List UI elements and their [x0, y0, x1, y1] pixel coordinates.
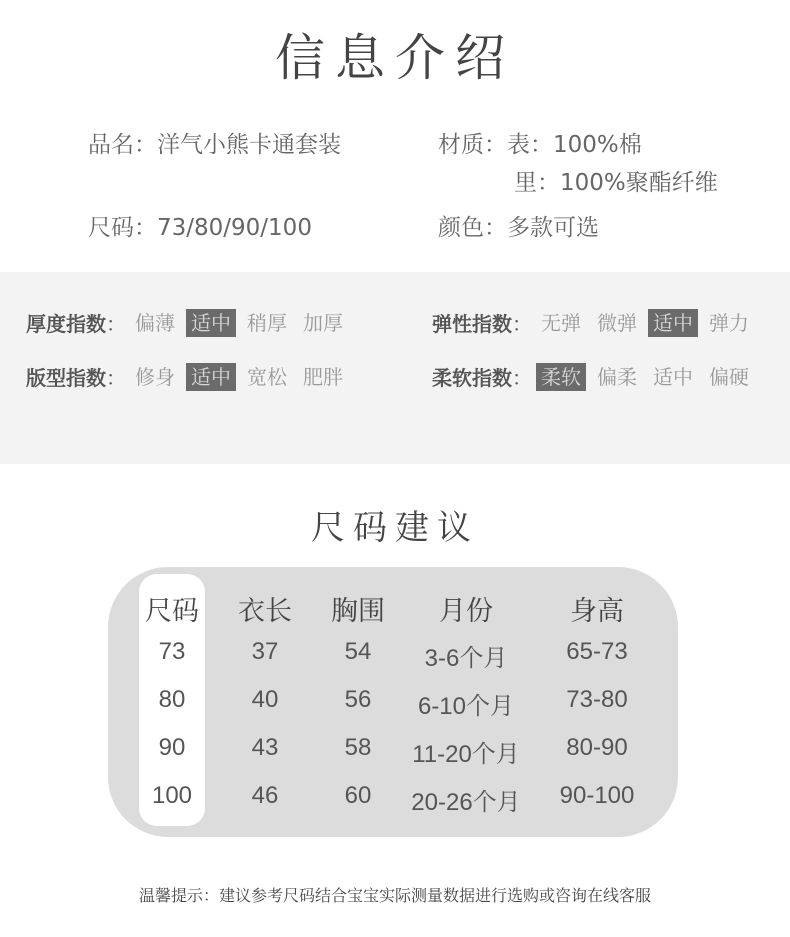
material-outer: 表：100%棉	[507, 132, 642, 158]
size-table-cell: 58	[344, 734, 372, 761]
index-label	[432, 362, 536, 391]
size-table-cell: 73	[158, 638, 186, 665]
fit-index	[26, 362, 354, 391]
index-colon: ：	[512, 366, 532, 390]
size-table-cell: 3-6个月	[424, 645, 508, 672]
index-option: 偏薄	[135, 310, 175, 335]
size-table-header: 身高	[570, 596, 624, 626]
size-table-header: 衣长	[238, 596, 292, 626]
index-option: 无弹	[541, 310, 581, 335]
size-table-cell: 90	[158, 734, 186, 761]
thickness-index	[26, 308, 354, 337]
product-name-line	[88, 126, 341, 159]
index-label-text: 版型指数	[26, 366, 106, 390]
size-table-header: 胸围	[331, 596, 385, 626]
info-title: 信息介绍	[275, 29, 515, 87]
size-table-cell: 100	[151, 782, 193, 809]
index-option: 微弹	[597, 310, 637, 335]
index-option: 肥胖	[303, 364, 343, 389]
index-colon: ：	[106, 312, 126, 336]
index-label	[26, 308, 130, 337]
index-option: 稍厚	[247, 310, 287, 335]
index-option: 偏硬	[709, 364, 749, 389]
size-table-cell: 80-90	[566, 734, 628, 761]
size-table-cell: 56	[344, 686, 372, 713]
index-option-selected: 适中	[648, 309, 698, 337]
index-label-text: 厚度指数	[26, 312, 106, 336]
tip-text: 温馨提示：建议参考尺码结合宝宝实际测量数据进行选购或咨询在线客服	[138, 886, 651, 905]
size-table-cell: 40	[251, 686, 279, 713]
size-table-cell: 6-10个月	[417, 693, 515, 720]
material-line	[438, 126, 642, 159]
size-table-cell: 11-20个月	[412, 741, 520, 768]
index-label	[26, 362, 130, 391]
index-option-selected: 适中	[186, 363, 236, 391]
size-table-cell: 90-100	[559, 782, 635, 809]
size-title: 尺码建议	[311, 508, 479, 548]
color-value: 多款可选	[507, 215, 599, 241]
index-label-text: 弹性指数	[432, 312, 512, 336]
size-table-cell: 60	[344, 782, 372, 809]
index-label	[432, 308, 536, 337]
color-label: 颜色：	[438, 215, 507, 241]
index-option-selected: 适中	[186, 309, 236, 337]
index-option: 加厚	[303, 310, 343, 335]
material-inner: 里：100%聚酯纤维	[514, 170, 718, 196]
size-table-cell: 20-26个月	[411, 789, 521, 816]
index-option-selected: 柔软	[536, 363, 586, 391]
size-table-cell: 80	[158, 686, 186, 713]
material-label: 材质：	[438, 132, 507, 158]
index-option: 宽松	[247, 364, 287, 389]
size-table-header: 尺码	[145, 596, 199, 626]
index-option: 弹力	[709, 310, 749, 335]
product-name-value: 洋气小熊卡通套装	[157, 132, 341, 158]
size-line	[88, 209, 312, 242]
color-line	[438, 209, 599, 242]
index-colon: ：	[512, 312, 532, 336]
size-table-cell: 46	[251, 782, 279, 809]
index-label-text: 柔软指数	[432, 366, 512, 390]
softness-index	[432, 362, 760, 391]
index-option: 修身	[135, 364, 175, 389]
size-table-cell: 73-80	[566, 686, 628, 713]
size-table-cell: 54	[344, 638, 372, 665]
size-table-cell: 37	[251, 638, 279, 665]
index-colon: ：	[106, 366, 126, 390]
size-value: 73/80/90/100	[157, 215, 312, 241]
size-table-cell: 65-73	[566, 638, 628, 665]
size-label: 尺码：	[88, 215, 157, 241]
size-table-header: 月份	[439, 596, 493, 626]
index-option: 适中	[653, 364, 693, 389]
index-option: 偏柔	[597, 364, 637, 389]
elasticity-index	[432, 308, 760, 337]
product-name-label: 品名：	[88, 132, 157, 158]
size-table-cell: 43	[251, 734, 279, 761]
